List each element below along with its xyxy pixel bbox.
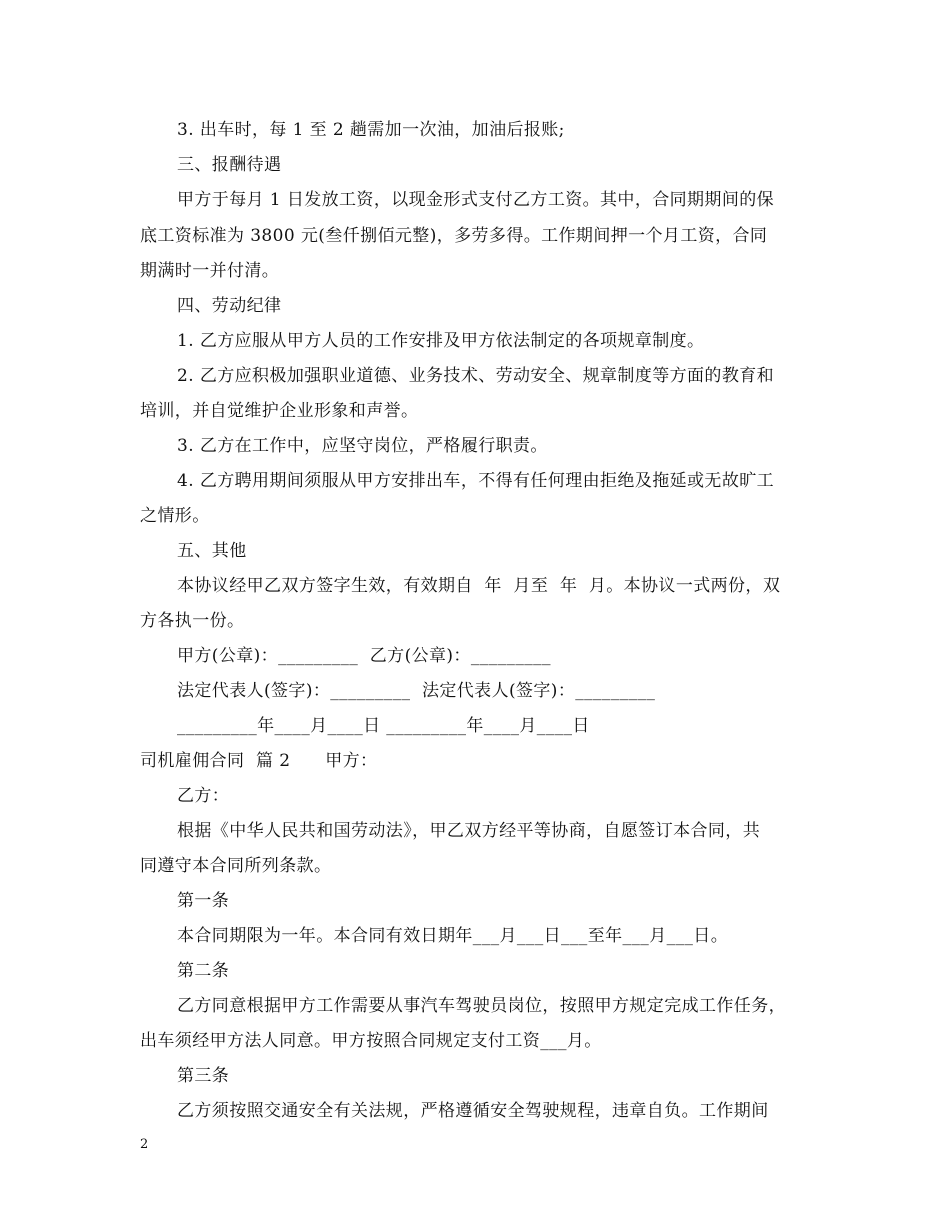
page-number: 2 bbox=[140, 1137, 149, 1152]
contract-2-title: 司机雇佣合同 篇 2 甲方： bbox=[140, 751, 378, 771]
paragraph-line: 本协议经甲乙双方签字生效，有效期自 年 月至 年 月。本协议一式两份，双 bbox=[177, 576, 781, 596]
article-3-heading: 第三条 bbox=[177, 1066, 230, 1086]
discipline-item-4: 4. 乙方聘用期间须服从甲方安排出车，不得有任何理由拒绝及拖延或无故旷工 bbox=[177, 471, 775, 491]
article-2-heading: 第二条 bbox=[177, 961, 230, 981]
signature-date-line: _________年____月____日 _________年____月____日 bbox=[177, 716, 590, 736]
paragraph-line: 出车须经甲方法人同意。甲方按照合同规定支付工资___月。 bbox=[140, 1031, 602, 1051]
clause-3-refuel: 3. 出车时，每 1 至 2 趟需加一次油，加油后报账; bbox=[177, 120, 565, 140]
discipline-item-1: 1. 乙方应服从甲方人员的工作安排及甲方依法制定的各项规章制度。 bbox=[177, 331, 705, 351]
paragraph-line: 乙方须按照交通安全有关法规，严格遵循安全驾驶规程，违章自负。工作期间 bbox=[177, 1101, 769, 1121]
paragraph-line: 甲方于每月 1 日发放工资，以现金形式支付乙方工资。其中，合同期期间的保 bbox=[177, 190, 775, 210]
party-b-label: 乙方： bbox=[177, 786, 230, 806]
paragraph-line: 乙方同意根据甲方工作需要从事汽车驾驶员岗位，按照甲方规定完成工作任务， bbox=[177, 996, 786, 1016]
paragraph-line: 同遵守本合同所列条款。 bbox=[140, 856, 332, 876]
discipline-item-2: 2. 乙方应积极加强职业道德、业务技术、劳动安全、规章制度等方面的教育和 bbox=[177, 366, 775, 386]
paragraph-line: 期满时一并付清。 bbox=[140, 261, 280, 281]
article-1-heading: 第一条 bbox=[177, 891, 230, 911]
section-heading-remuneration: 三、报酬待遇 bbox=[177, 155, 282, 175]
paragraph-line: 根据《中华人民共和国劳动法》，甲乙双方经平等协商，自愿签订本合同，共 bbox=[177, 821, 761, 841]
discipline-item-3: 3. 乙方在工作中，应坚守岗位，严格履行职责。 bbox=[177, 436, 548, 456]
signature-representative-line: 法定代表人(签字)：_________ 法定代表人(签字)：_________ bbox=[177, 681, 656, 701]
paragraph-line: 本合同期限为一年。本合同有效日期年___月___日___至年___月___日。 bbox=[177, 926, 729, 946]
signature-seal-line: 甲方(公章)：_________ 乙方(公章)：_________ bbox=[177, 646, 551, 666]
paragraph-line: 方各执一份。 bbox=[140, 611, 245, 631]
paragraph-line: 之情形。 bbox=[140, 506, 210, 526]
paragraph-line: 底工资标准为 3800 元(叁仟捌佰元整)，多劳多得。工作期间押一个月工资，合同 bbox=[140, 226, 768, 246]
paragraph-line: 培训，并自觉维护企业形象和声誉。 bbox=[140, 401, 419, 421]
section-heading-other: 五、其他 bbox=[177, 541, 247, 561]
section-heading-discipline: 四、劳动纪律 bbox=[177, 296, 282, 316]
